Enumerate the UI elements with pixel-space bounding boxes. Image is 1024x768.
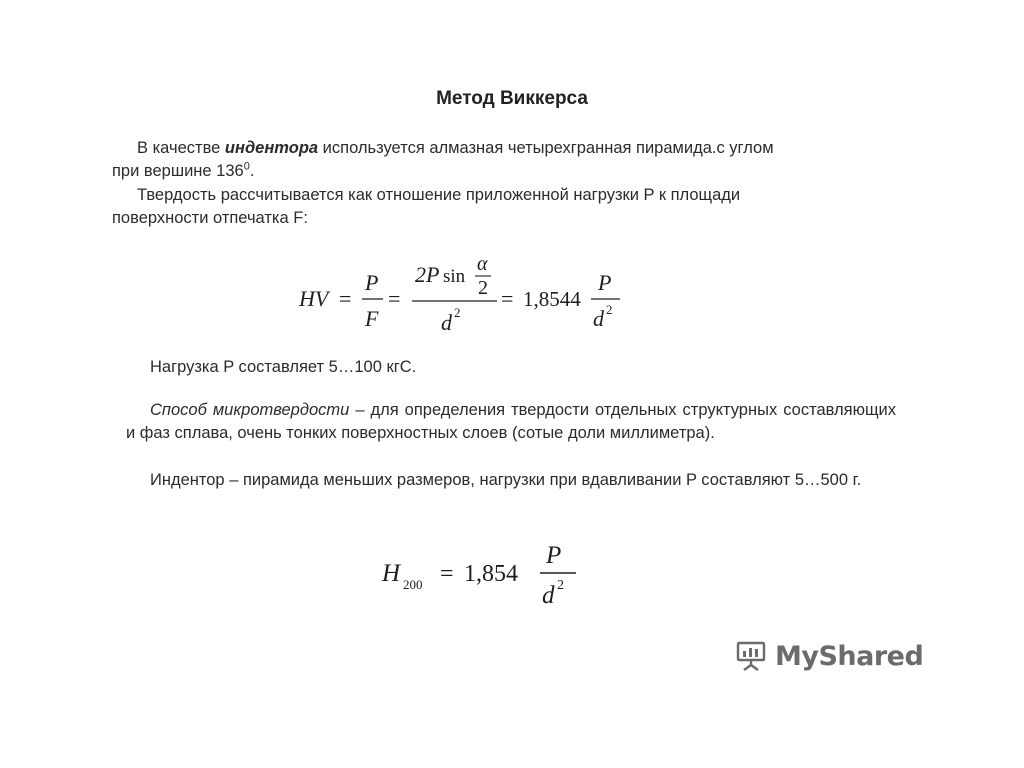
- formula-hv-frac3-exp: 2: [606, 302, 613, 317]
- formula-hv-coef: 1,8544: [523, 287, 581, 311]
- formula-hv: [295, 252, 635, 340]
- formula-hv-frac3-den: d: [593, 306, 604, 331]
- myshared-logo-text: MyShared: [775, 640, 924, 672]
- formula-h200-num: P: [546, 542, 562, 569]
- formula-hv-lhs: HV: [299, 286, 329, 311]
- paragraph-indenter: [112, 137, 897, 183]
- formula-hv-frac1-den: F: [365, 306, 379, 331]
- formula-h200-eq: =: [440, 561, 454, 587]
- formula-hv-frac1-num: P: [365, 270, 379, 295]
- paragraph-indenter-line1: В качестве индентора используется алмазная четырехгранная пирамида.с углом: [137, 139, 774, 157]
- formula-hv-eq2: =: [388, 286, 401, 311]
- microhardness-term: Способ микротвердости: [150, 401, 350, 419]
- formula-h200-coef: 1,854: [464, 561, 518, 587]
- formula-h200-sub: 200: [403, 577, 423, 592]
- indenter-term: индентора: [224, 139, 319, 157]
- presentation-board-icon: [735, 639, 769, 673]
- formula-h200-lhs: H: [382, 560, 401, 587]
- degree-sign: 0: [243, 160, 250, 173]
- formula-hv-frac2-num-2p: 2P: [415, 262, 440, 287]
- slide-title: Метод Виккерса: [436, 88, 588, 109]
- paragraph-indenter-small: Индентор – пирамида меньших размеров, нагрузки при вдавливании P составляют 5…500 г.: [150, 471, 862, 489]
- paragraph-indenter-line2: при вершине $136^0$.: [112, 160, 255, 180]
- formula-h200-exp: 2: [557, 578, 564, 593]
- myshared-logo[interactable]: [735, 636, 923, 676]
- formula-h200-den: d: [542, 582, 555, 609]
- paragraph-load: Нагрузка P составляет 5…100 кгС.: [150, 358, 417, 376]
- formula-hv-frac2-sin: sin: [443, 266, 466, 287]
- paragraph-microhardness: Способ микротвердости – для определения твердости отдельных структурных составляющих и фаз сплава, очень тонких поверхностных слоев (сотые доли миллиметра).: [126, 401, 896, 442]
- formula-hv-eq1: =: [339, 286, 352, 311]
- formula-hv-frac3-num: P: [598, 270, 612, 295]
- formula-hv-eq3: =: [501, 286, 514, 311]
- formula-h200: [380, 535, 600, 615]
- formula-hv-frac2-den: d: [441, 310, 452, 335]
- formula-hv-alpha: α: [477, 253, 488, 275]
- paragraph-hardness: Твердость рассчитывается как отношение приложенной нагрузки P к площади поверхности отпечатка F:: [112, 186, 741, 227]
- formula-hv-alpha-two: 2: [478, 277, 488, 299]
- formula-hv-frac2-exp: 2: [454, 305, 461, 320]
